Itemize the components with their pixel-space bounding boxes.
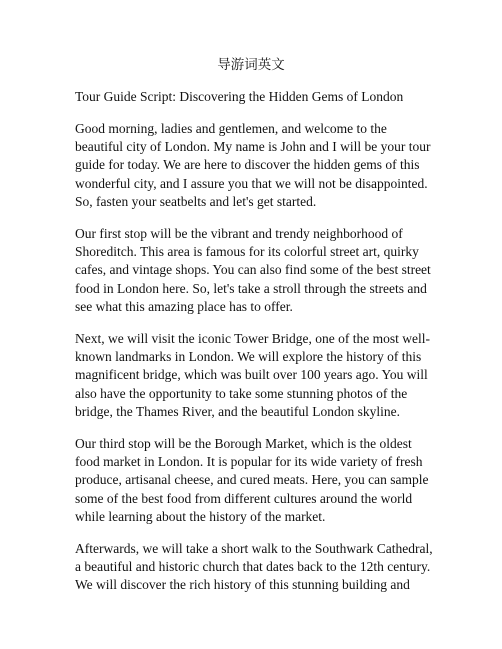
paragraph-welcome: Good morning, ladies and gentlemen, and welcome to the beautiful city of London. My name is John and I will be your tour guide for today. We are here to discover the hidden gems of this wonderful city, and I assure you that we will not be disappointed. So, fasten your seatbelts and let's get started. xyxy=(75,121,431,209)
document-body xyxy=(75,120,435,609)
document-title: 导游词英文 xyxy=(217,57,285,72)
paragraph-southwark-cathedral: Afterwards, we will take a short walk to the Southwark Cathedral, a beautiful and historic church that dates back to the 12th century. We will discover the rich history of this stunning building and xyxy=(75,541,433,593)
paragraph-borough-market: Our third stop will be the Borough Market, which is the oldest food market in London. It is popular for its wide variety of fresh produce, artisanal cheese, and cured meats. Here, you can sample some of the best food from different cultures around the world while learning about the history of the market. xyxy=(75,436,429,524)
paragraph-shoreditch: Our first stop will be the vibrant and trendy neighborhood of Shoreditch. This area is famous for its colorful street art, quirky cafes, and vintage shops. You can also find some of the best street food in London here. So, let's take a stroll through the streets and see what this amazing place has to offer. xyxy=(75,226,431,314)
paragraph-tower-bridge: Next, we will visit the iconic Tower Bridge, one of the most well-known landmarks in London. We will explore the history of this magnificent bridge, which was built over 100 years ago. You will also have the opportunity to take some stunning photos of the bridge, the Thames River, and the beautiful London skyline. xyxy=(75,331,430,419)
document-subtitle: Tour Guide Script: Discovering the Hidden Gems of London xyxy=(75,89,404,104)
